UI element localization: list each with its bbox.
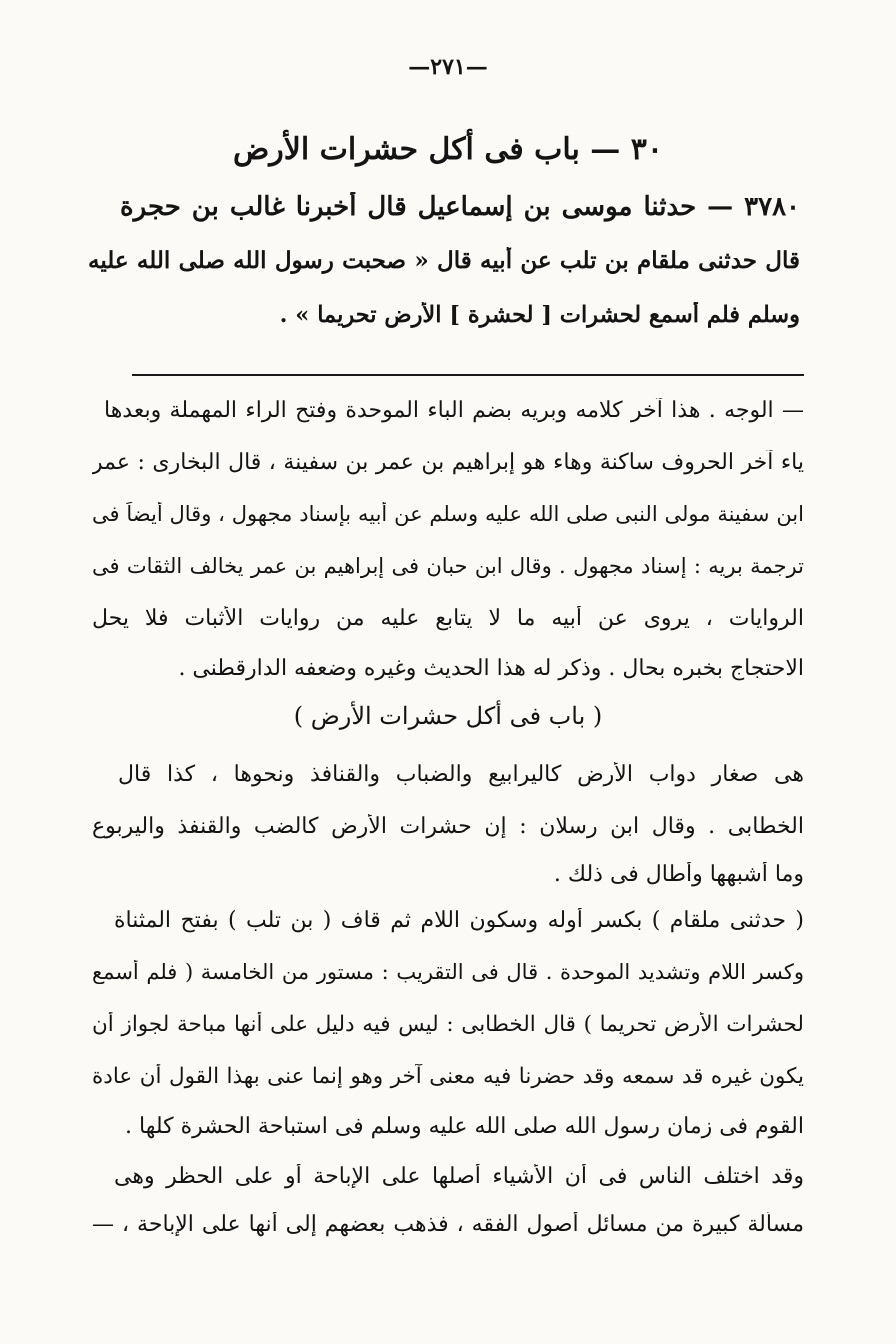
commentary-line: وقد اختلف الناس فى أن الأشياء أصلها على الإباحة أو على الحظر وهى xyxy=(114,1164,804,1189)
commentary-line: الروايات ، يروى عن أبيه ما لا يتابع عليه من روايات الأثبات فلا يحل xyxy=(92,606,804,631)
sub-heading: ( باب فى أكل حشرات الأرض ) xyxy=(293,702,603,730)
commentary-line: وكسر اللام وتشديد الموحدة . قال فى التقريب : مستور من الخامسة ( فلم أسمع xyxy=(92,960,804,984)
commentary-line: — الوجه . هذا آخر كلامه وبريه بضم الباء الموحدة وفتح الراء المهملة وبعدها xyxy=(104,398,804,423)
commentary-line: يكون غيره قد سمعه وقد حضرنا فيه معنى آخر وهو إنما عنى بهذا القول أن عادة xyxy=(92,1064,804,1089)
chapter-title: ٣٠ — باب فى أكل حشرات الأرض xyxy=(233,132,663,167)
commentary-line: ( حدثنى ملقام ) بكسر أوله وسكون اللام ثم قاف ( بن تلب ) بفتح المثناة xyxy=(114,908,804,933)
hadith-line: قال حدثنى ملقام بن تلب عن أبيه قال « صحبت رسول الله صلى الله عليه xyxy=(88,247,800,274)
commentary-line: الخطابى . وقال ابن رسلان : إن حشرات الأرض كالضب والقنفذ واليربوع xyxy=(92,814,804,839)
commentary-line: ابن سفينة مولى النبى صلى الله عليه وسلم عن أبيه بإسناد مجهول ، وقال أيضاً فى xyxy=(92,502,804,526)
commentary-line: مسألة كبيرة من مسائل أصول الفقه ، فذهب بعضهم إلى أنها على الإباحة ، — xyxy=(92,1212,804,1237)
commentary-line: الاحتجاج بخبره بحال . وذكر له هذا الحديث وغيره وضعفه الدارقطنى . xyxy=(178,656,804,681)
hadith-line: ٣٧٨٠ — حدثنا موسى بن إسماعيل قال أخبرنا غالب بن حجرة xyxy=(120,192,800,222)
commentary-line: وما أشبهها وأطال فى ذلك . xyxy=(553,862,804,887)
commentary-line: القوم فى زمان رسول الله صلى الله عليه وسلم فى استباحة الحشرة كلها . xyxy=(125,1114,804,1139)
hadith-line: وسلم فلم أسمع لحشرات [ لحشرة ] الأرض تحريما » . xyxy=(280,302,800,328)
commentary-line: ياء آخر الحروف ساكنة وهاء هو إبراهيم بن عمر بن سفينة ، قال البخارى : عمر xyxy=(92,450,804,475)
commentary-line: هى صغار دواب الأرض كاليرابيع والضباب والقنافذ ونحوها ، كذا قال xyxy=(118,762,804,787)
commentary-line: ترجمة بريه : إسناد مجهول . وقال ابن حبان فى إبراهيم بن عمر يخالف الثقات فى xyxy=(92,554,804,578)
section-divider xyxy=(132,374,804,376)
commentary-line: لحشرات الأرض تحريما ) قال الخطابى : ليس فيه دليل على أنها مباحة لجواز أن xyxy=(92,1012,804,1037)
page-number: —٢٧١— xyxy=(408,54,488,80)
